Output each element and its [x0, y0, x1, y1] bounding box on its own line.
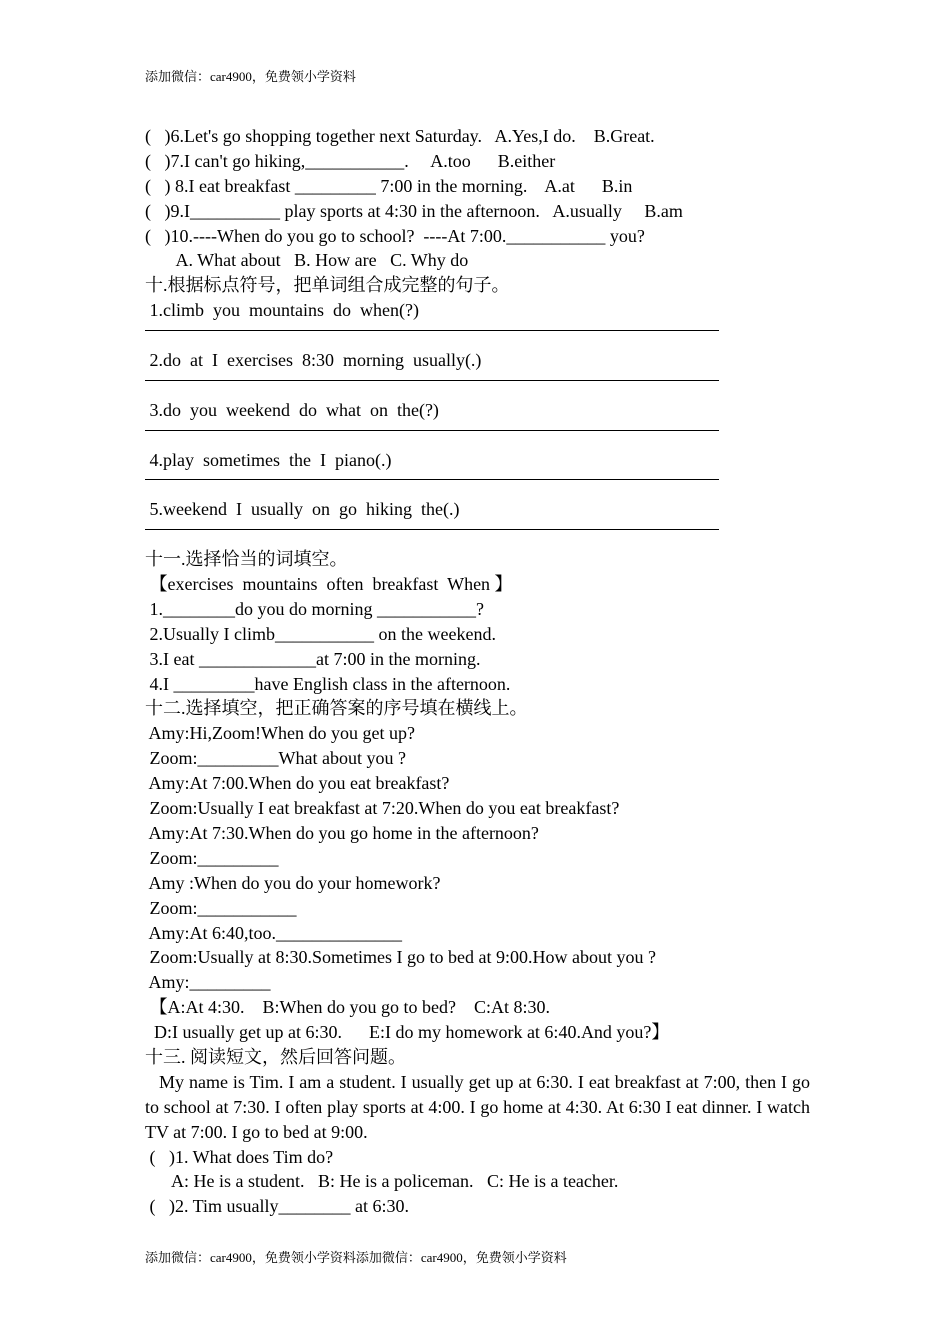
document-body	[145, 124, 810, 1219]
dialogue-line: Zoom:_________	[145, 847, 279, 868]
s10-item-2: 2.do at I exercises 8:30 morning usually(.)	[145, 350, 482, 371]
dialogue-line: Zoom:Usually I eat breakfast at 7:20.When do you eat breakfast?	[145, 798, 620, 819]
page-header: 添加微信：car4900，免费领小学资料	[145, 69, 356, 84]
dialogue-line: Amy:_________	[145, 972, 271, 993]
s11-item-4: 4.I _________have English class in the afternoon.	[145, 673, 511, 694]
question-10-options: A. What about B. How are C. Why do	[145, 250, 469, 271]
s11-item-1: 1.________do you do morning ___________?	[145, 598, 484, 619]
dialogue-line: Zoom:_________What about you ?	[145, 748, 406, 769]
s11-item-2: 2.Usually I climb___________ on the weekend.	[145, 623, 496, 644]
answer-line	[145, 522, 810, 547]
answer-line	[145, 323, 810, 348]
question-7: ( )7.I can't go hiking,___________. A.too B.either	[145, 150, 556, 171]
question-8: ( ) 8.I eat breakfast _________ 7:00 in the morning. A.at B.in	[145, 175, 633, 196]
answer-line	[145, 373, 810, 398]
dialogue-line: Amy:At 7:00.When do you eat breakfast?	[145, 773, 450, 794]
section-12-title: 十二.选择填空，把正确答案的序号填在横线上。	[145, 698, 528, 719]
s10-item-1: 1.climb you mountains do when(?)	[145, 300, 419, 321]
reading-passage: My name is Tim. I am a student. I usually get up at 6:30. I eat breakfast at 7:00, then I go to school at 7:30. I often play sports at 4:00. I go home at 4:30. At 6:30 I eat dinner. I watch TV at 7:00. I go to bed at 9:00.	[145, 1071, 810, 1142]
s11-item-3: 3.I eat _____________at 7:00 in the morning.	[145, 648, 481, 669]
dialogue-line: Amy:Hi,Zoom!When do you get up?	[145, 723, 415, 744]
answer-line	[145, 472, 810, 497]
section-10-title: 十.根据标点符号，把单词组合成完整的句子。	[145, 275, 510, 296]
question-6: ( )6.Let's go shopping together next Saturday. A.Yes,I do. B.Great.	[145, 126, 655, 146]
answer-line	[145, 423, 810, 448]
s13-question-2: ( )2. Tim usually________ at 6:30.	[145, 1196, 410, 1217]
s12-options: D:I usually get up at 6:30. E:I do my homework at 6:40.And you?】	[145, 1022, 670, 1043]
question-9: ( )9.I__________ play sports at 4:30 in the afternoon. A.usually B.am	[145, 200, 683, 221]
section-11-title: 十一.选择恰当的词填空。	[145, 549, 348, 570]
dialogue-line: Amy :When do you do your homework?	[145, 872, 441, 893]
s11-word-bank: 【exercises mountains often breakfast When 】	[145, 574, 513, 595]
s13-question-1-options: A: He is a student. B: He is a policeman. C: He is a teacher.	[145, 1171, 619, 1192]
dialogue-line: Zoom:Usually at 8:30.Sometimes I go to bed at 9:00.How about you ?	[145, 947, 656, 968]
dialogue-line: Amy:At 6:40,too.______________	[145, 922, 403, 943]
s10-item-3: 3.do you weekend do what on the(?)	[145, 399, 439, 420]
page-footer: 添加微信：car4900，免费领小学资料添加微信：car4900，免费领小学资料	[145, 1250, 567, 1265]
s10-item-5: 5.weekend I usually on go hiking the(.)	[145, 499, 460, 520]
dialogue-line: Amy:At 7:30.When do you go home in the afternoon?	[145, 822, 539, 843]
question-10: ( )10.----When do you go to school? ----At 7:00.___________ you?	[145, 225, 645, 246]
section-13-title: 十三. 阅读短文，然后回答问题。	[145, 1046, 406, 1067]
s12-options: 【A:At 4:30. B:When do you go to bed? C:At 8:30.	[145, 997, 550, 1018]
s10-item-4: 4.play sometimes the I piano(.)	[145, 449, 392, 470]
s13-question-1: ( )1. What does Tim do?	[145, 1146, 334, 1167]
dialogue-line: Zoom:___________	[145, 897, 297, 918]
